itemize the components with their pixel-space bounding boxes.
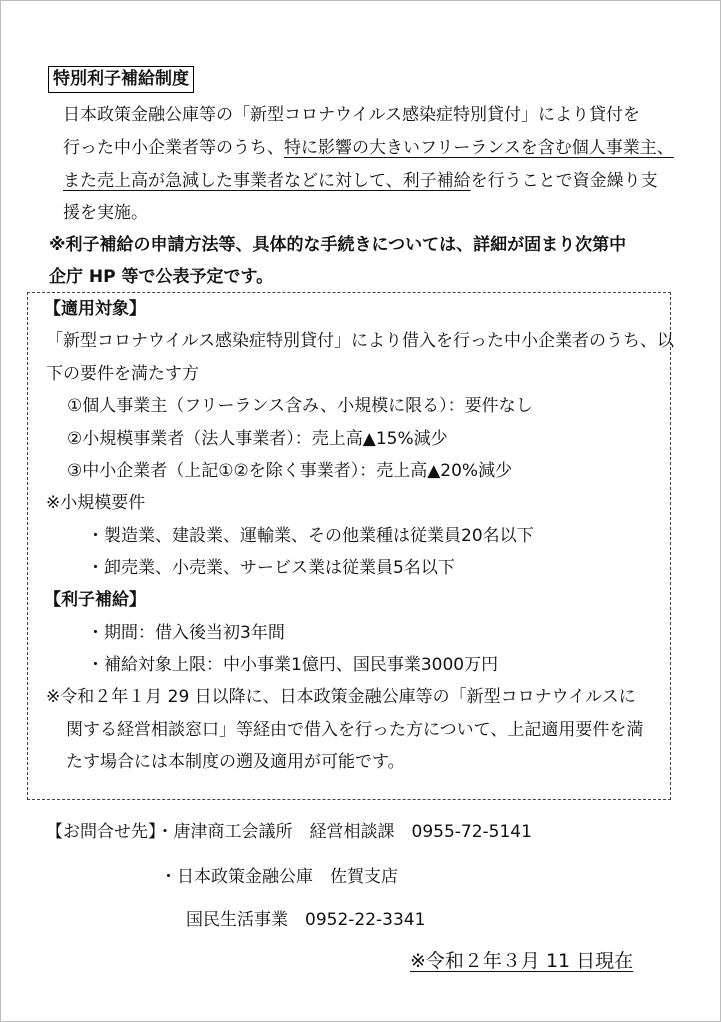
- interest-heading: 【利子補給】: [44, 590, 146, 610]
- small-requirement-heading: ※小規模要件: [46, 493, 146, 513]
- contact-line-1: 【お問合せ先】・唐津商工会議所 経営相談課 0955-72-5141: [46, 822, 532, 842]
- notice-line-2: 企庁 HP 等で公表予定です。: [49, 267, 274, 287]
- interest-note-3: たす場合には本制度の遡及適用が可能です。: [66, 752, 405, 772]
- as-of-date: ※令和２年３月 11 日現在: [410, 950, 634, 972]
- notice-line-1: ※利子補給の申請方法等、具体的な手続きについては、詳細が固まり次第中: [49, 235, 627, 255]
- intro-line-2-underlined: 特に影響の大きいフリーランスを含む個人事業主、: [284, 138, 674, 158]
- scope-item-3: ③中小企業者（上記①②を除く事業者）：売上高▲20%減少: [67, 461, 513, 481]
- small-requirement-item-2: ・卸売業、小売業、サービス業は従業員5名以下: [87, 558, 455, 578]
- intro-line-2: [63, 136, 674, 160]
- document-title: 特別利子補給制度: [48, 66, 194, 93]
- intro-line-1: 日本政策金融公庫等の「新型コロナウイルス感染症特別貸付」により貸付を: [63, 105, 640, 125]
- intro-line-3-plain: を行うことで資金繰り支: [470, 171, 658, 191]
- interest-note-1: ※令和２年１月 29 日以降に、日本政策金融公庫等の「新型コロナウイルスに: [46, 687, 636, 707]
- contact-line-3: 国民生活事業 0952-22-3341: [186, 910, 426, 930]
- scope-heading: 【適用対象】: [44, 299, 146, 319]
- scope-desc-1: 「新型コロナウイルス感染症特別貸付」により借入を行った中小企業者のうち、以: [46, 331, 674, 351]
- intro-line-4: 援を実施。: [63, 203, 148, 223]
- intro-line-3-underlined: また売上高が急減した事業者などに対して、利子補給: [63, 171, 471, 191]
- interest-item-2: ・補給対象上限：中小事業1億円、国民事業3000万円: [87, 655, 499, 675]
- intro-line-2-plain: 行った中小企業者等のうち、: [63, 138, 284, 158]
- scope-item-2: ②小規模事業者（法人事業者）：売上高▲15%減少: [67, 429, 448, 449]
- interest-note-2: 関する経営相談窓口」等経由で借入を行った方について、上記適用要件を満: [66, 720, 644, 740]
- intro-line-3: [63, 169, 658, 193]
- small-requirement-item-1: ・製造業、建設業、運輸業、その他業種は従業員20名以下: [87, 526, 534, 546]
- scope-item-1: ①個人事業主（フリーランス含み、小規模に限る）：要件なし: [67, 396, 533, 416]
- contact-line-2: ・日本政策金融公庫 佐賀支店: [160, 867, 398, 887]
- scope-desc-2: 下の要件を満たす方: [46, 364, 199, 384]
- interest-item-1: ・期間：借入後当初3年間: [87, 623, 285, 643]
